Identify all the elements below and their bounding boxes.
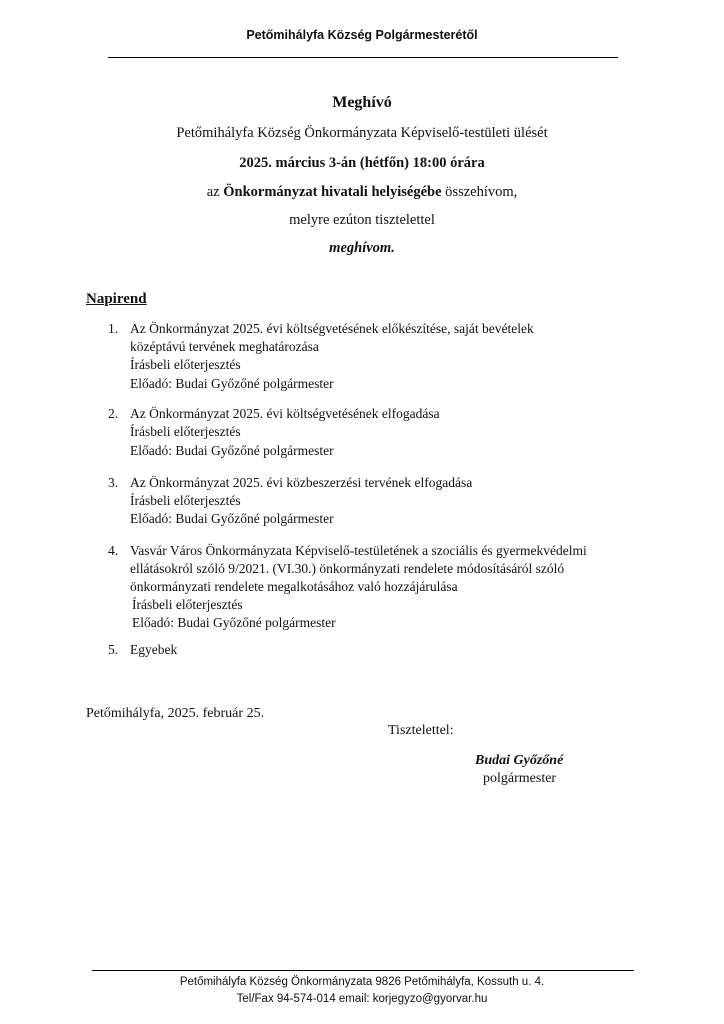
- footer-divider: [92, 970, 634, 971]
- agenda-item-type: Írásbeli előterjesztés: [130, 424, 241, 439]
- agenda-item-title: Az Önkormányzat 2025. évi költségvetésének előkészítése, saját bevételek: [130, 321, 534, 336]
- agenda-item-presenter: Előadó: Budai Győzőné polgármester: [130, 376, 334, 391]
- agenda-item-presenter: Előadó: Budai Győzőné polgármester: [132, 615, 336, 630]
- meeting-location: Önkormányzat hivatali helyiségébe: [223, 184, 442, 200]
- agenda-item-title-cont: ellátásokról szóló 9/2021. (VI.30.) önkormányzati rendelete módosításáról szóló: [130, 561, 565, 576]
- agenda-item-title-cont: önkormányzati rendelete megalkotásához való hozzájárulása: [130, 579, 458, 594]
- invitation-line-5: meghívom.: [329, 240, 395, 256]
- agenda-item-presenter: Előadó: Budai Győzőné polgármester: [130, 511, 334, 526]
- agenda-item-presenter: Előadó: Budai Győzőné polgármester: [130, 443, 334, 458]
- agenda-item-number: 2.: [108, 406, 119, 421]
- agenda-item-number: 3.: [108, 475, 119, 490]
- agenda-item-number: 5.: [108, 642, 119, 657]
- agenda-item-title: Vasvár Város Önkormányzata Képviselő-testületének a szociális és gyermekvédelmi: [130, 543, 587, 558]
- agenda-item-type: Írásbeli előterjesztés: [132, 597, 243, 612]
- invitation-line-4: melyre ezúton tisztelettel: [289, 212, 435, 228]
- invitation-line-1: Petőmihályfa Község Önkormányzata Képviselő-testületi ülését: [176, 125, 548, 141]
- letterhead-title: Petőmihályfa Község Polgármesterétől: [246, 28, 478, 42]
- agenda-heading: Napirend: [86, 291, 147, 307]
- header-divider: [108, 57, 618, 58]
- agenda-item-title: Az Önkormányzat 2025. évi közbeszerzési tervének elfogadása: [130, 475, 473, 490]
- footer-address: Petőmihályfa Község Önkormányzata 9826 Petőmihályfa, Kossuth u. 4.: [179, 976, 545, 988]
- agenda-item-type: Írásbeli előterjesztés: [130, 493, 241, 508]
- invitation-line-3: [0, 184, 724, 201]
- document-title: Meghívó: [332, 94, 392, 111]
- meeting-datetime: 2025. március 3-án (hétfőn) 18:00 órára: [239, 155, 485, 171]
- signer-title: polgármester: [483, 771, 557, 786]
- place-date: Petőmihályfa, 2025. február 25.: [86, 706, 265, 721]
- invitation-line-3-prefix: az: [206, 184, 224, 200]
- invitation-line-3-suffix: összehívom,: [441, 184, 518, 200]
- agenda-item-number: 4.: [108, 543, 119, 558]
- signer-name: Budai Győzőné: [475, 753, 564, 768]
- agenda-item-type: Írásbeli előterjesztés: [130, 357, 241, 372]
- footer-contact: Tel/Fax 94-574-014 email: korjegyzo@gyorvar.hu: [236, 993, 488, 1005]
- agenda-item-title: Az Önkormányzat 2025. évi költségvetésének elfogadása: [130, 406, 440, 421]
- agenda-item-title-cont: középtávú tervének meghatározása: [130, 339, 319, 354]
- agenda-item-title: Egyebek: [130, 642, 178, 657]
- closing-regards: Tisztelettel:: [388, 723, 454, 738]
- agenda-item-number: 1.: [108, 321, 119, 336]
